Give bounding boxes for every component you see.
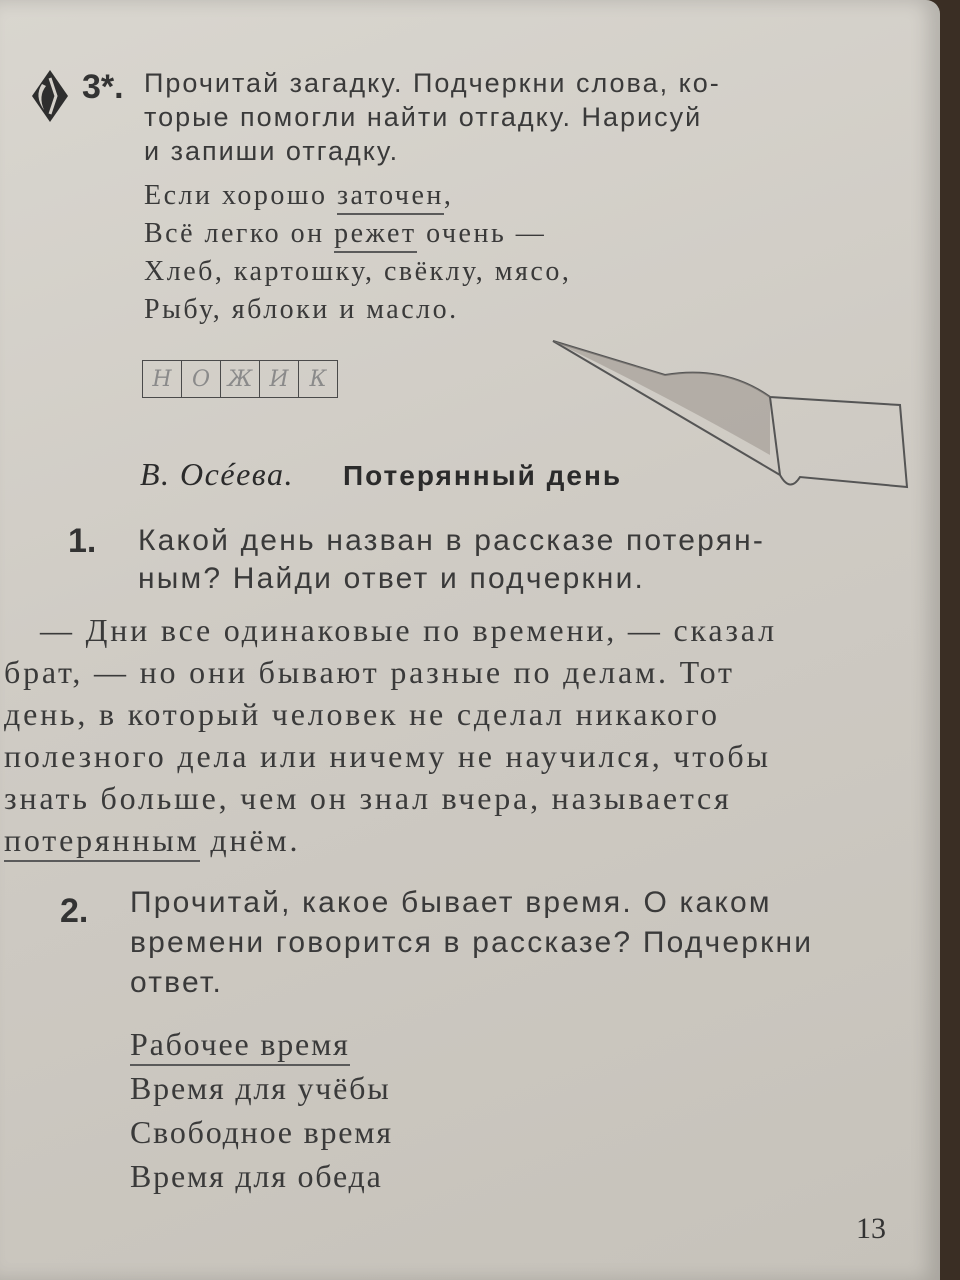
task1-line-1: Какой день назван в рассказе потерян-: [138, 524, 766, 557]
task3-line-3: и запиши отгадку.: [144, 136, 400, 166]
option-free-time: Свободное время: [130, 1114, 393, 1150]
passage-line-6-end: днём.: [199, 822, 301, 858]
story-title: Потерянный день: [343, 460, 623, 491]
pencil-badge-icon: [28, 66, 72, 126]
task2-number: 2.: [60, 892, 89, 930]
answer-cell: Н: [143, 361, 182, 397]
riddle-line-2-text: Всё легко он: [144, 218, 335, 249]
answer-cell: К: [309, 366, 327, 392]
riddle-line-4: Рыбу, яблоки и масло.: [144, 294, 459, 325]
answer-cell: О: [182, 361, 221, 397]
answer-cell: И: [260, 361, 299, 397]
underlined-word-cuts: режет: [334, 218, 417, 253]
answer-cells: [142, 360, 338, 398]
task1-number: 1.: [68, 522, 97, 560]
passage-line-6: [4, 822, 300, 859]
task3-line-1: Прочитай загадку. Подчеркни слова, ко-: [144, 68, 721, 98]
passage-line-1: — Дни все одинаковые по времени, — сказал: [40, 612, 777, 648]
riddle-line-2-end: очень —: [416, 218, 547, 249]
page-number: 13: [856, 1212, 886, 1245]
option-lunch-time: Время для обеда: [130, 1158, 383, 1194]
option-working-time: [130, 1026, 350, 1063]
underlined-word-sharpened: заточен: [337, 180, 444, 215]
story-author: В. Осéева.: [140, 456, 294, 492]
option-study-time: Время для учёбы: [130, 1070, 391, 1106]
underlined-option: Рабочее время: [130, 1026, 350, 1066]
task2-line-1: Прочитай, какое бывает время. О каком: [130, 886, 772, 919]
passage-line-4: полезного дела или ничему не научился, чтобы: [4, 738, 771, 774]
riddle-line-2: [144, 218, 546, 250]
task1-line-2: ным? Найди ответ и подчеркни.: [138, 562, 646, 595]
task2-line-2: времени говорится в рассказе? Подчеркни: [130, 926, 814, 959]
passage-line-2: брат, — но они бывают разные по делам. Тот: [4, 654, 735, 690]
answer-cell: Ж: [221, 361, 260, 397]
passage-line-3: день, в который человек не сделал никакого: [4, 696, 720, 732]
riddle-line-1-end: ,: [443, 180, 454, 211]
task2-line-3: ответ.: [130, 966, 224, 999]
riddle-line-1-text: Если хорошо: [144, 180, 337, 211]
underlined-phrase-lost: потерянным: [4, 822, 200, 862]
task3-number: 3*.: [82, 68, 124, 106]
riddle-line-1: [144, 180, 453, 212]
task3-line-2: торые помогли найти отгадку. Нарисуй: [144, 102, 703, 132]
riddle-line-3: Хлеб, картошку, свёклу, мясо,: [144, 256, 572, 287]
passage-line-5: знать больше, чем он знал вчера, называется: [4, 780, 732, 816]
